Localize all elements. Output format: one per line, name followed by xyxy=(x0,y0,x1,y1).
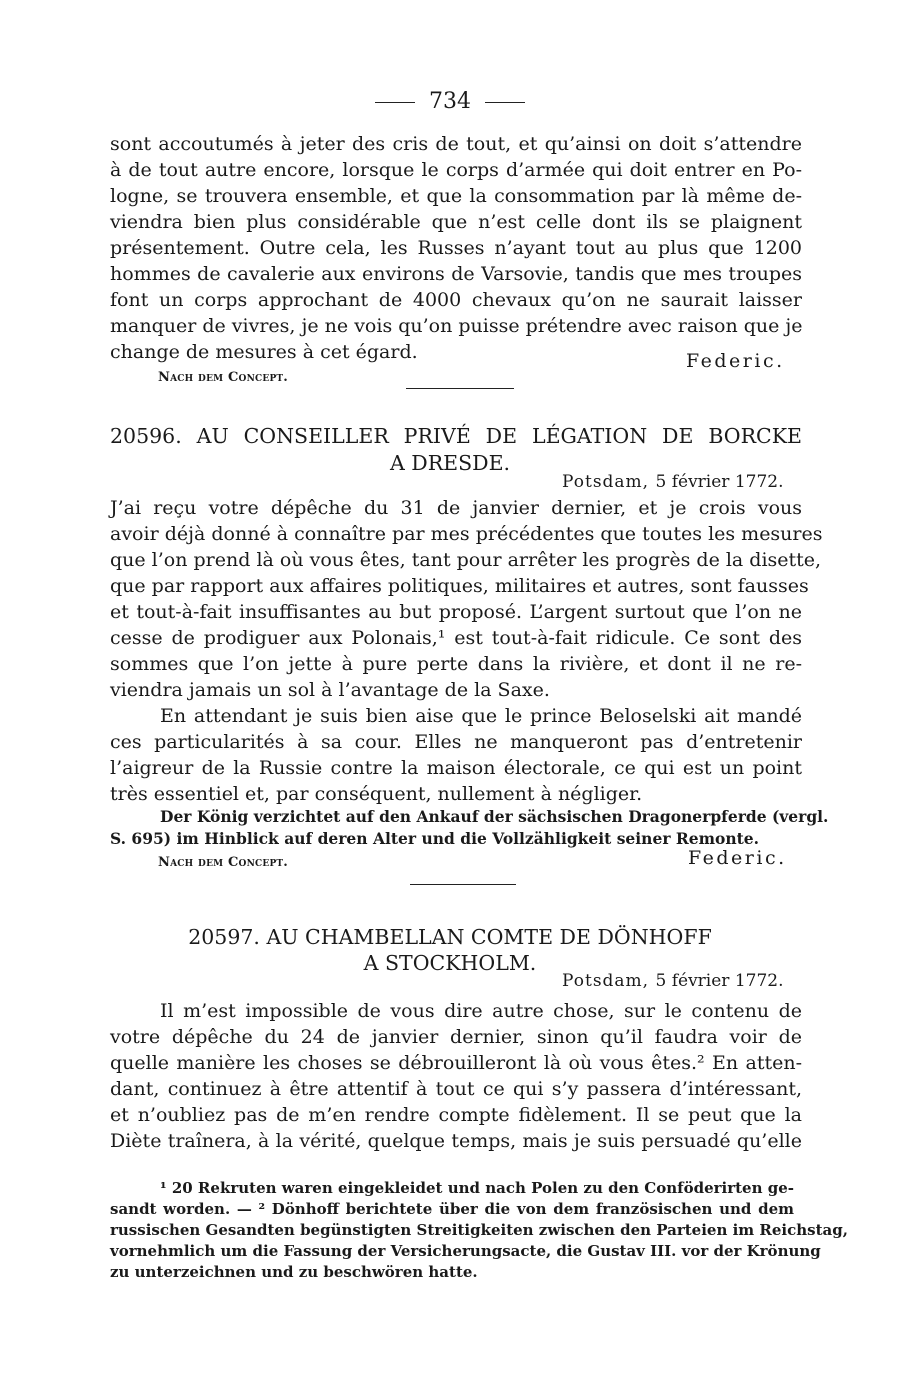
dateline xyxy=(562,971,784,991)
text-line: avoir déjà donné à connaître par mes précédentes que toutes les mesures xyxy=(110,523,823,545)
text-line: viendra jamais un sol à l’avantage de la Saxe. xyxy=(110,679,550,701)
text-line: manquer de vivres, je ne vois qu’on puisse prétendre avec raison que je xyxy=(110,315,803,337)
text-line: à de tout autre encore, lorsque le corps d’armée qui doit entrer en Po- xyxy=(110,159,802,181)
footnote-line: ¹ 20 Rekruten waren eingekleidet und nach Polen zu den Conföderirten ge- xyxy=(160,1179,794,1197)
text-line: viendra bien plus considérable que n’est celle dont ils se plaignent xyxy=(110,211,802,233)
text-line: présentement. Outre cela, les Russes n’ayant tout au plus que 1200 xyxy=(110,237,802,259)
text-line: sont accoutumés à jeter des cris de tout, et qu’ainsi on doit s’attendre xyxy=(110,133,802,155)
source-note: Nach dem Concept. xyxy=(158,855,289,870)
section-divider xyxy=(410,884,516,885)
text-line: que par rapport aux affaires politiques, militaires et autres, sont fausses xyxy=(110,575,809,597)
dateline-place: Potsdam, xyxy=(562,971,650,991)
dash-rule xyxy=(485,102,525,103)
letter-destination: A DRESDE. xyxy=(389,451,511,475)
text-line: dant, continuez à être attentif à tout ce qui s’y passera d’intéressant, xyxy=(110,1078,802,1100)
editor-note-line: Der König verzichtet auf den Ankauf der sächsischen Dragonerpferde (vergl. xyxy=(160,807,829,826)
page-number-header xyxy=(0,88,900,116)
letter-number: 20596. xyxy=(110,424,182,448)
text-line: très essentiel et, par conséquent, nullement à négliger. xyxy=(110,783,643,805)
footnote-line: russischen Gesandten begünstigten Streitigkeiten zwischen den Parteien im Reichstag, xyxy=(110,1221,848,1239)
letter-destination: A STOCKHOLM. xyxy=(363,951,537,975)
source-note: Nach dem Concept. xyxy=(158,370,289,385)
dateline xyxy=(562,472,784,492)
footnote-line: zu unterzeichnen und zu beschwören hatte. xyxy=(110,1263,478,1281)
letter-addressee: AU CHAMBELLAN COMTE DE DÖNHOFF xyxy=(266,925,712,949)
text-line: font un corps approchant de 4000 chevaux qu’on ne saurait laisser xyxy=(110,289,802,311)
section-divider xyxy=(406,388,514,389)
page-number: 734 xyxy=(429,89,471,114)
text-line: cesse de prodiguer aux Polonais,¹ est tout-à-fait ridicule. Ce sont des xyxy=(110,627,802,649)
footnote-line: sandt worden. — ² Dönhoff berichtete über die von dem französischen und dem xyxy=(110,1200,794,1218)
letter-number: 20597. xyxy=(188,925,260,949)
signature: Federic. xyxy=(688,847,787,869)
text-line: hommes de cavalerie aux environs de Varsovie, tandis que mes troupes xyxy=(110,263,802,285)
letter-heading xyxy=(110,422,802,450)
text-line: Il m’est impossible de vous dire autre chose, sur le contenu de xyxy=(160,1000,802,1022)
text-line: J’ai reçu votre dépêche du 31 de janvier dernier, et je crois vous xyxy=(110,497,802,519)
text-line: ces particularités à sa cour. Elles ne manqueront pas d’entretenir xyxy=(110,731,802,753)
signature: Federic. xyxy=(686,350,785,372)
dateline-date: 5 février 1772. xyxy=(655,472,784,492)
editor-note-line: S. 695) im Hinblick auf deren Alter und die Vollzähligkeit seiner Remonte. xyxy=(110,829,760,848)
dash-rule xyxy=(375,102,415,103)
letter-addressee: AU CONSEILLER PRIVÉ DE LÉGATION DE BORCKE xyxy=(196,424,802,448)
dateline-place: Potsdam, xyxy=(562,472,650,492)
text-line: logne, se trouvera ensemble, et que la consommation par là même de- xyxy=(110,185,802,207)
text-line: l’aigreur de la Russie contre la maison électorale, ce qui est un point xyxy=(110,757,802,779)
text-line: En attendant je suis bien aise que le prince Beloselski ait mandé xyxy=(160,705,802,727)
text-line: quelle manière les choses se débrouilleront là où vous êtes.² En atten- xyxy=(110,1052,802,1074)
letter-heading xyxy=(0,923,900,951)
text-line: sommes que l’on jette à pure perte dans la rivière, et dont il ne re- xyxy=(110,653,802,675)
text-line: et n’oubliez pas de m’en rendre compte fidèlement. Il se peut que la xyxy=(110,1104,802,1126)
footnote-line: vornehmlich um die Fassung der Versicherungsacte, die Gustav III. vor der Krönung xyxy=(110,1242,821,1260)
text-line: Diète traînera, à la vérité, quelque temps, mais je suis persuadé qu’elle xyxy=(110,1130,802,1152)
text-line: votre dépêche du 24 de janvier dernier, sinon qu’il faudra voir de xyxy=(110,1026,802,1048)
text-line: et tout-à-fait insuffisantes au but proposé. L’argent surtout que l’on ne xyxy=(110,601,802,623)
text-line: que l’on prend là où vous êtes, tant pour arrêter les progrès de la disette, xyxy=(110,549,822,571)
dateline-date: 5 février 1772. xyxy=(655,971,784,991)
text-line: change de mesures à cet égard. xyxy=(110,341,418,363)
